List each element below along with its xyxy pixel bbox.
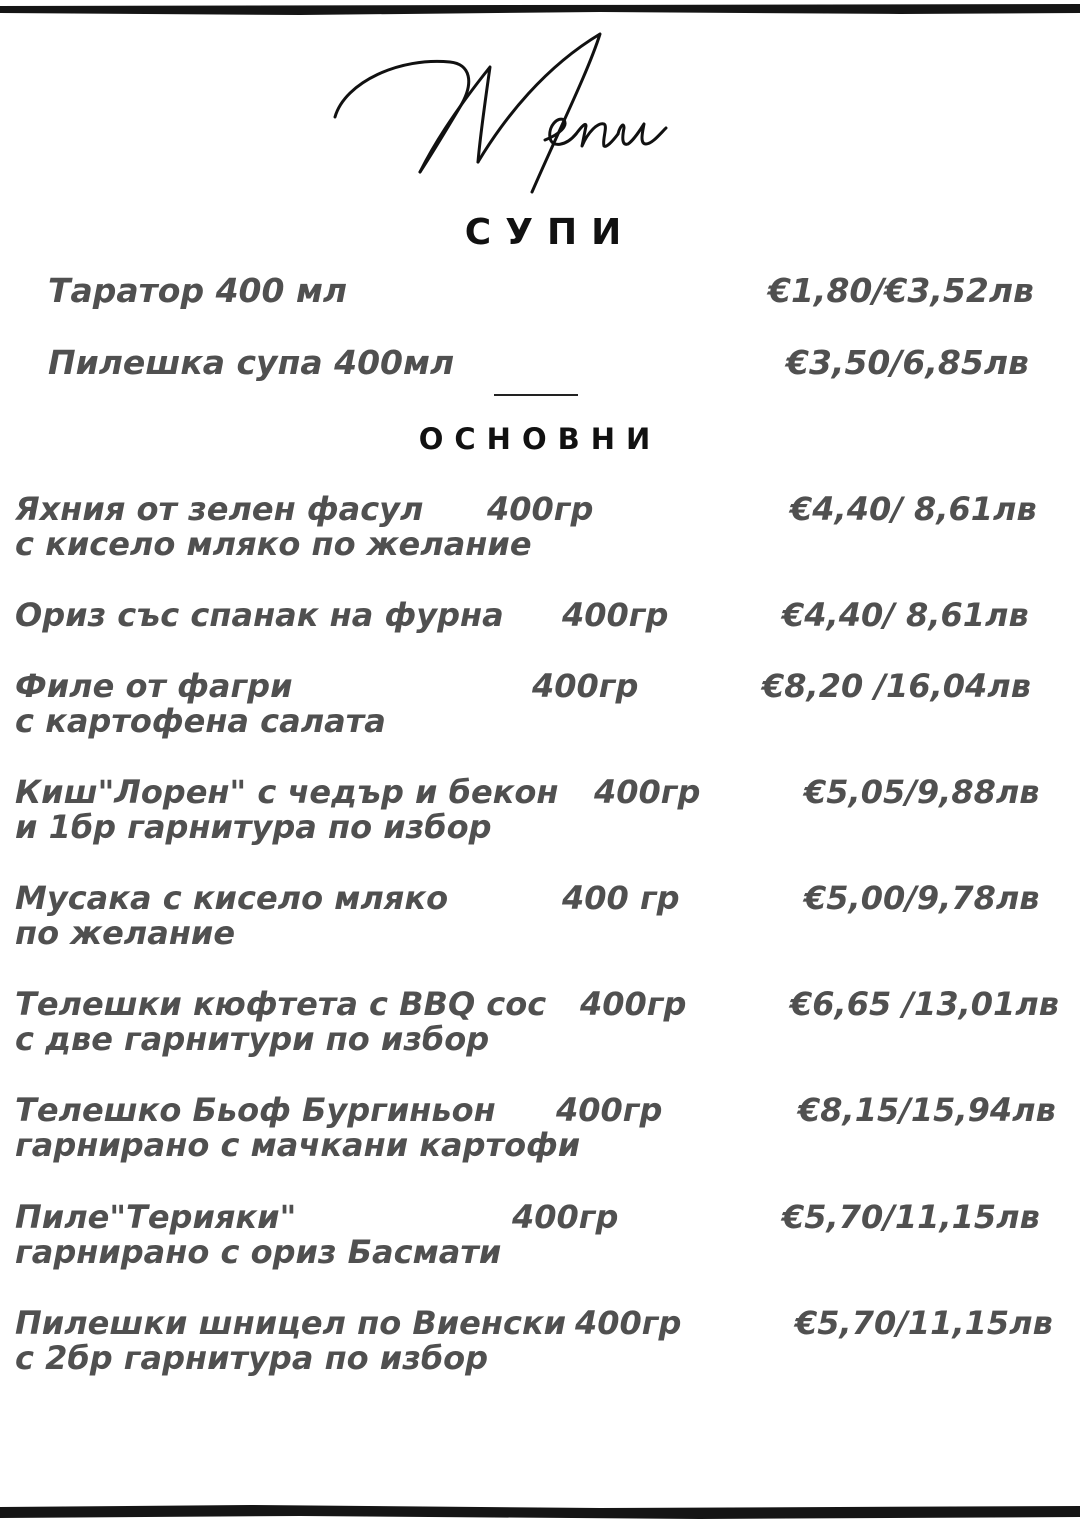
main-item-name: Яхния от зелен фасул с кисело мляко по желание	[15, 490, 532, 563]
main-item-name: Пилешки шницел по Виенски с 2бр гарнитура по избор	[15, 1304, 567, 1377]
main-item-price: €8,15/15,94лв	[798, 1091, 1056, 1129]
main-item-weight: 400 гр	[562, 879, 680, 917]
main-item-name: Телешко Бьоф Бургиньон гарнирано с мачкани картофи	[15, 1091, 581, 1164]
main-item-price: €5,70/11,15лв	[795, 1304, 1053, 1342]
main-item-price: €6,65 /13,01лв	[790, 985, 1059, 1023]
main-item-name: Киш"Лорен" с чедър и бекон и 1бр гарнитура по избор	[15, 773, 559, 846]
main-item-weight: 400гр	[487, 490, 594, 528]
bottom-border	[0, 1505, 1080, 1519]
main-item-price: €5,05/9,88лв	[804, 773, 1040, 811]
main-item-desc: по желание	[15, 914, 236, 952]
section-divider	[494, 394, 578, 396]
main-item-desc: гарнирано с мачкани картофи	[15, 1126, 581, 1164]
main-item-price: €5,70/11,15лв	[782, 1198, 1040, 1236]
main-item-desc: с картофена салата	[15, 702, 386, 740]
main-item-weight: 400гр	[556, 1091, 663, 1129]
main-item-price: €4,40/ 8,61лв	[790, 490, 1037, 528]
main-item-weight: 400гр	[562, 596, 669, 634]
main-item-price: €4,40/ 8,61лв	[782, 596, 1029, 634]
main-item-name: Мусака с кисело мляко по желание	[15, 879, 449, 952]
main-item-name: Пиле"Терияки" гарнирано с ориз Басмати	[15, 1198, 502, 1271]
main-item-price: €5,00/9,78лв	[804, 879, 1040, 917]
main-item-price: €8,20 /16,04лв	[762, 667, 1031, 705]
main-item-desc: гарнирано с ориз Басмати	[15, 1233, 502, 1271]
soup-item-price: €3,50/6,85лв	[786, 343, 1029, 382]
main-item-weight: 400гр	[580, 985, 687, 1023]
main-item-weight: 400гр	[532, 667, 639, 705]
main-item-desc: с 2бр гарнитура по избор	[15, 1339, 489, 1377]
main-item-weight: 400гр	[594, 773, 701, 811]
top-border	[0, 4, 1080, 16]
main-item-desc: и 1бр гарнитура по избор	[15, 808, 492, 846]
main-item-name: Филе от фагри с картофена салата	[15, 667, 386, 740]
main-item-weight: 400гр	[512, 1198, 619, 1236]
soups-heading: СУПИ	[464, 212, 636, 253]
soup-item-name: Пилешка супа 400мл	[48, 343, 455, 382]
menu-script-title	[320, 22, 690, 202]
soup-item-price: €1,80/€3,52лв	[768, 271, 1034, 310]
main-item-weight: 400гр	[575, 1304, 682, 1342]
soup-item-name: Таратор 400 мл	[48, 271, 348, 310]
main-item-desc: с кисело мляко по желание	[15, 525, 532, 563]
mains-heading: ОСНОВНИ	[418, 422, 662, 456]
main-item-name: Ориз със спанак на фурна	[15, 596, 504, 634]
main-item-desc: с две гарнитури по избор	[15, 1020, 490, 1058]
main-item-name: Телешки кюфтета с BBQ сос с две гарнитури по избор	[15, 985, 547, 1058]
